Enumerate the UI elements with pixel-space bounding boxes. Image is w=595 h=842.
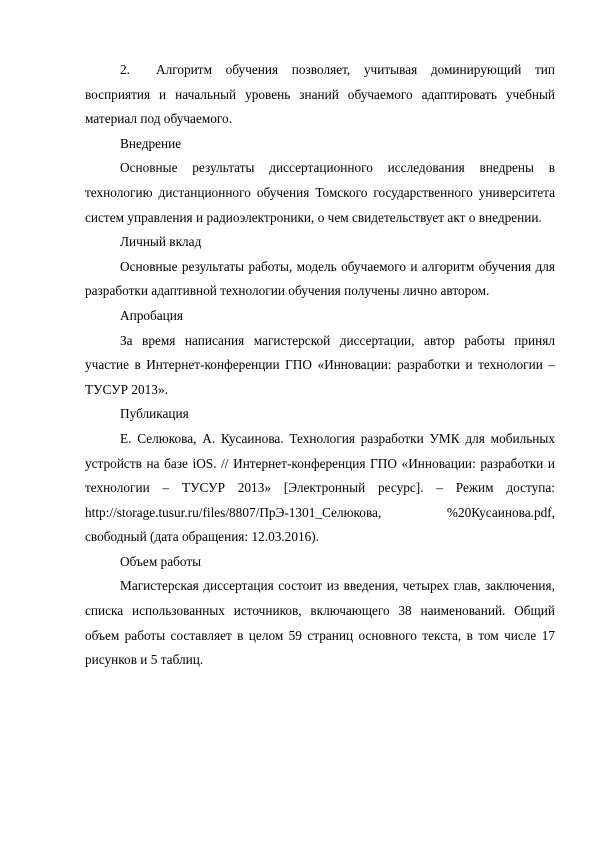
section-heading-implementation: Внедрение: [120, 135, 182, 151]
list-item-2: [85, 58, 555, 132]
section-heading-approbation: Апробация: [120, 307, 184, 323]
section-heading-volume: Объем работы: [120, 553, 202, 569]
paragraph-publication: Е. Селюкова, А. Кусаинова. Технология разработки УМК для мобильных устройств на базе iOS. // Интернет-конференция ГПО «Инновации: разработки и технологии – ТУСУР 2013» [Электронный ресурс]. – Режим доступа: http://storage.tusur.ru/files/8807/ПрЭ-1301_Селюкова, %20Кусаинова.pdf, свободный (дата обращения: 12.03.2016).: [85, 430, 555, 545]
paragraph-volume: Магистерская диссертация состоит из введения, четырех глав, заключения, списка использованных источников, включающего 38 наименований. Общий объем работы составляет в целом 59 страниц основного текста, в том числе 17 рисунков и 5 таблиц.: [85, 578, 555, 668]
section-heading-personal-contribution: Личный вклад: [120, 234, 202, 250]
list-item-text: Алгоритм обучения позволяет, учитывая доминирующий тип восприятия и начальный уровень знаний обучаемого адаптировать учебный материал под обучаемого.: [85, 62, 555, 127]
paragraph-approbation: За время написания магистерской диссертации, автор работы принял участие в Интернет-конференции ГПО «Инновации: разработки и технологии – ТУСУР 2013».: [85, 332, 555, 397]
section-heading-publication: Публикация: [120, 406, 189, 422]
paragraph-implementation: Основные результаты диссертационного исследования внедрены в технологию дистанционного обучения Томского государственного университета систем управления и радиоэлектроники, о чем свидетельствует акт о внедрении.: [85, 160, 555, 225]
document-body: [85, 58, 555, 673]
list-item-number: 2.: [120, 62, 130, 77]
paragraph-personal-contribution: Основные результаты работы, модель обучаемого и алгоритм обучения для разработки адаптивной технологии обучения получены лично автором.: [85, 258, 555, 299]
